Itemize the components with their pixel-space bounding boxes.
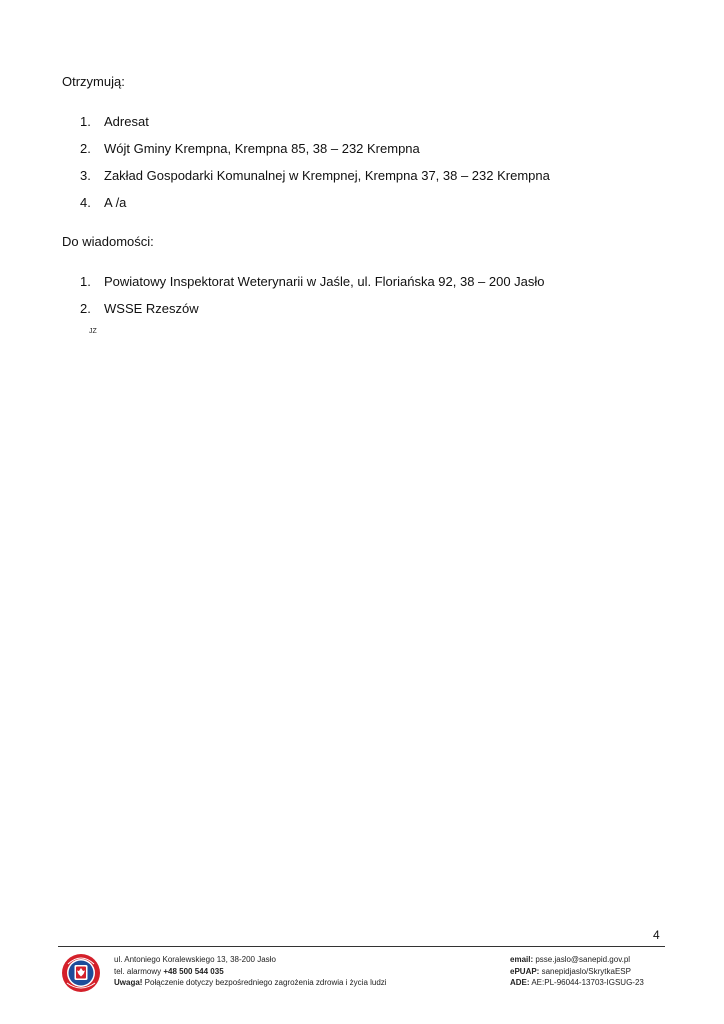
list-item: 1. Powiatowy Inspektorat Weterynarii w Jaśle, ul. Floriańska 92, 38 – 200 Jasło: [80, 274, 545, 289]
author-initials: JZ: [89, 328, 97, 335]
list-item: 4. A /a: [80, 195, 127, 210]
list-item: 2. Wójt Gminy Krempna, Krempna 85, 38 – 232 Krempna: [80, 141, 420, 156]
for-information-list: [80, 274, 545, 328]
list-item: 2. WSSE Rzeszów: [80, 301, 199, 316]
recipients-heading: Otrzymują:: [62, 74, 125, 89]
footer-contact: [114, 954, 387, 989]
footer-ade: ADE: AE:PL-96044-13703-IGSUG-23: [510, 978, 644, 987]
footer-divider: [58, 946, 665, 947]
page-number: 4: [653, 928, 660, 942]
footer-address: ul. Antoniego Koralewskiego 13, 38-200 Jasło: [114, 955, 276, 964]
footer-phone: tel. alarmowy +48 500 544 035: [114, 966, 224, 976]
for-information-heading: Do wiadomości:: [62, 234, 154, 249]
footer-epuap: ePUAP: sanepidjaslo/SkrytkaESP: [510, 966, 631, 976]
footer-warning: Uwaga! Połączenie dotyczy bezpośredniego zagrożenia zdrowia i życia ludzi: [114, 978, 387, 987]
footer-electronic-contact: [510, 954, 644, 989]
footer-email: email: psse.jaslo@sanepid.gov.pl: [510, 955, 631, 964]
recipients-list: [80, 114, 550, 222]
list-item: 3. Zakład Gospodarki Komunalnej w Krempnej, Krempna 37, 38 – 232 Krempna: [80, 168, 550, 183]
sanepid-logo-icon: [61, 953, 101, 993]
list-item: 1. Adresat: [80, 114, 149, 129]
